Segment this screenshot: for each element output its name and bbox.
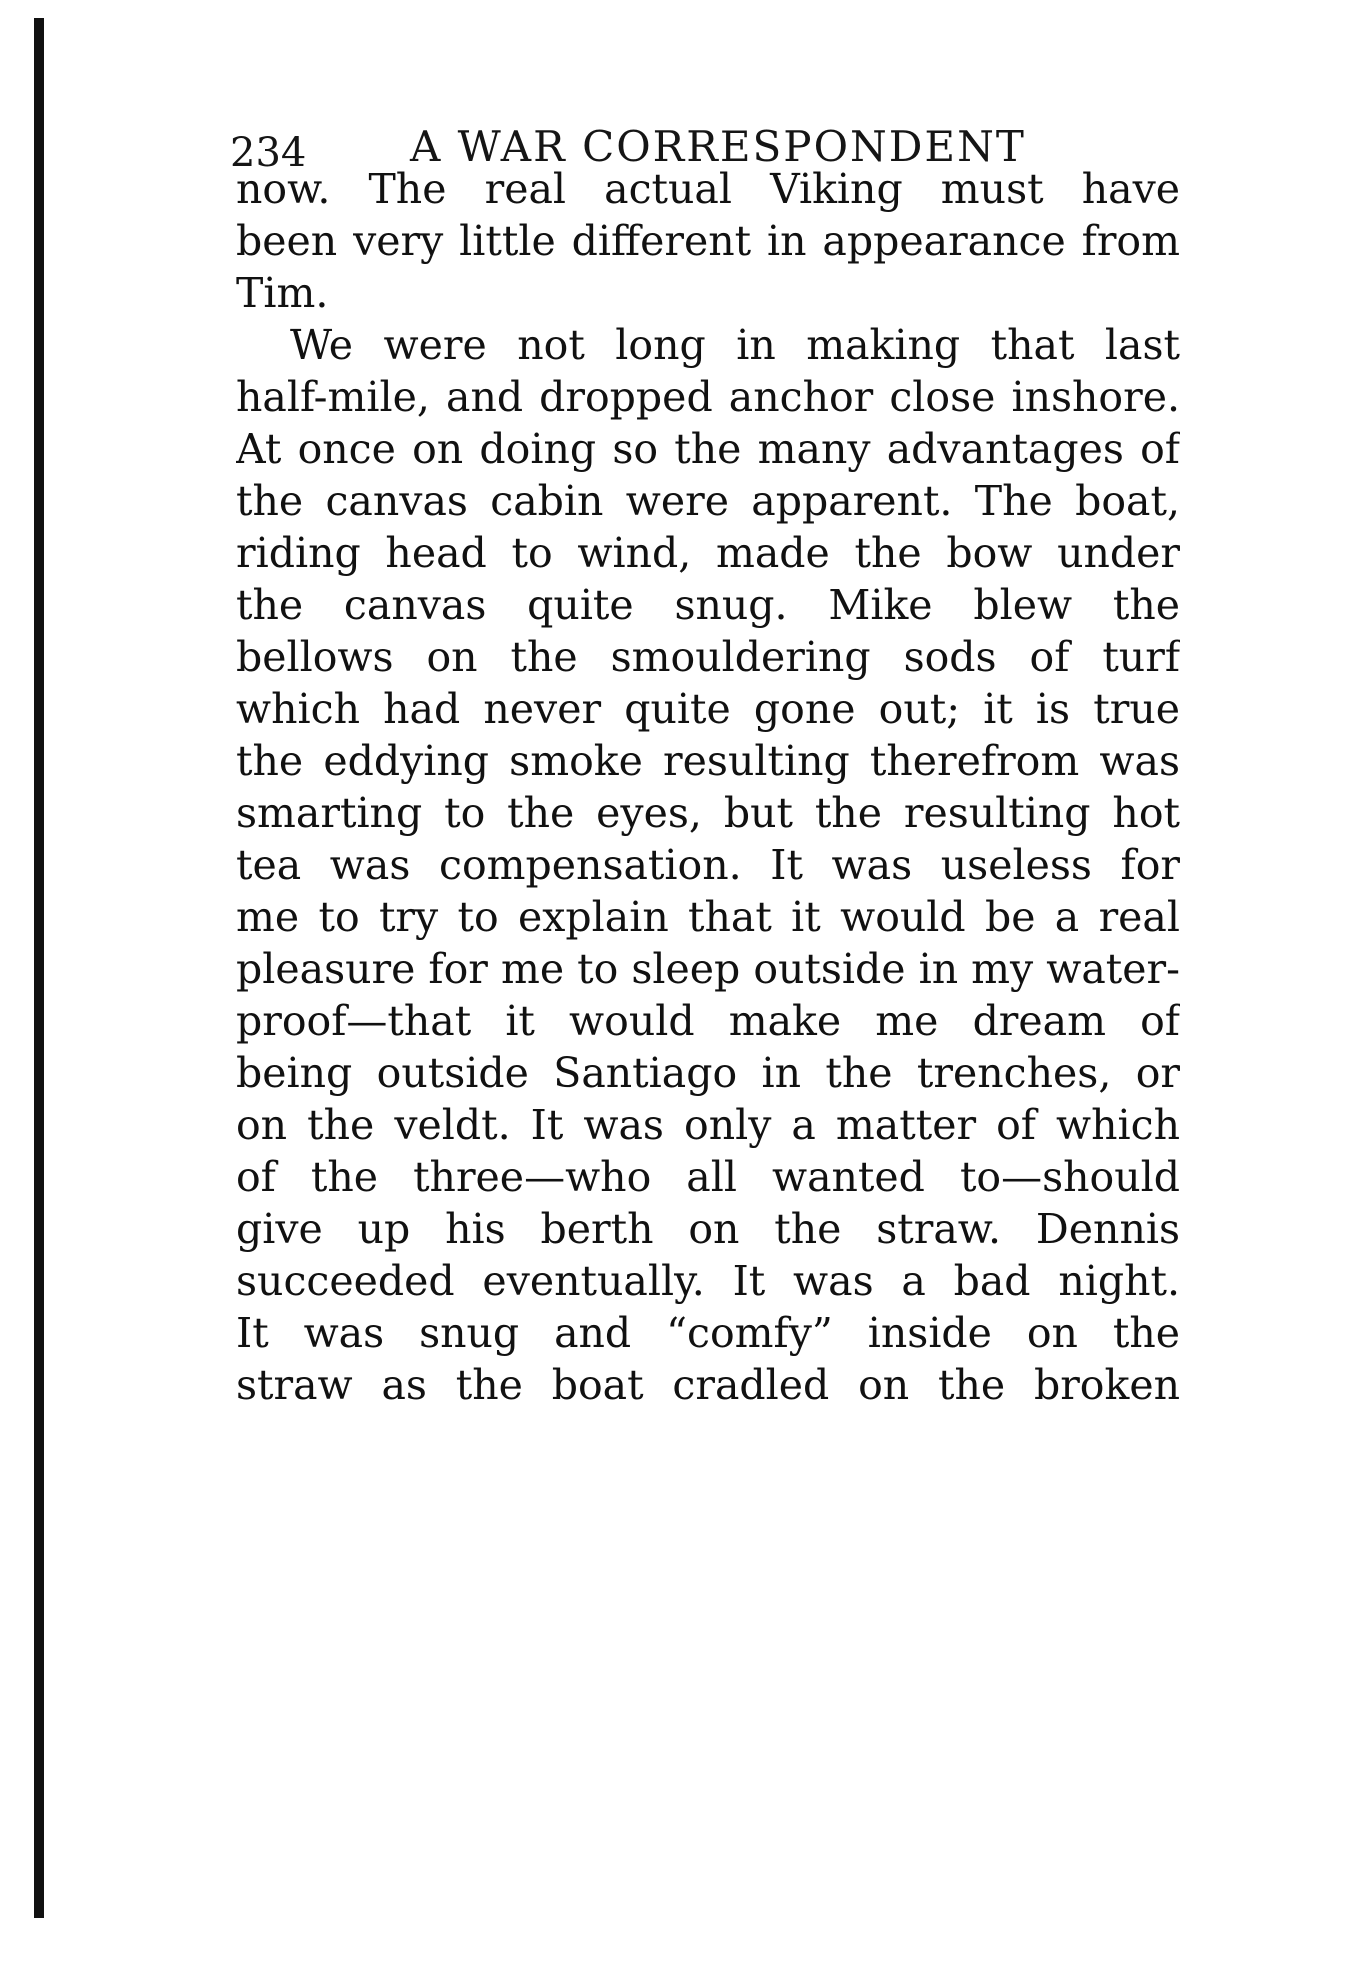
text-line: on the veldt. It was only a matter of which	[236, 1101, 1180, 1149]
page-number: 234	[230, 130, 307, 176]
text-line: succeeded eventually. It was a bad night.	[236, 1257, 1180, 1305]
text-line: Tim.	[236, 269, 329, 317]
text-line: been very little different in appearance from	[236, 217, 1180, 265]
text-line: me to try to explain that it would be a real	[236, 893, 1180, 941]
text-line: straw as the boat cradled on the broken	[236, 1361, 1180, 1409]
text-line: give up his berth on the straw. Dennis	[236, 1205, 1180, 1253]
text-line: pleasure for me to sleep outside in my water-	[236, 945, 1180, 993]
text-line: proof—that it would make me dream of	[236, 997, 1180, 1045]
text-line: tea was compensation. It was useless for	[236, 841, 1180, 889]
text-line: It was snug and “comfy” inside on the	[236, 1309, 1180, 1357]
text-line: smarting to the eyes, but the resulting hot	[236, 789, 1180, 837]
text-line: bellows on the smouldering sods of turf	[236, 633, 1180, 681]
text-line: riding head to wind, made the bow under	[236, 529, 1180, 577]
text-line: which had never quite gone out; it is true	[236, 685, 1180, 733]
text-line: the canvas quite snug. Mike blew the	[236, 581, 1180, 629]
running-title: A WAR CORRESPONDENT	[410, 122, 1026, 171]
text-line: the eddying smoke resulting therefrom was	[236, 737, 1180, 785]
text-line: of the three—who all wanted to—should	[236, 1153, 1180, 1201]
text-line: being outside Santiago in the trenches, or	[236, 1049, 1180, 1097]
text-line: half-mile, and dropped anchor close inshore.	[236, 373, 1180, 421]
text-line: the canvas cabin were apparent. The boat,	[236, 477, 1180, 525]
paragraph-first-line: We were not long in making that last	[290, 321, 1180, 369]
text-line: now. The real actual Viking must have	[236, 165, 1180, 213]
text-line: At once on doing so the many advantages of	[236, 425, 1180, 473]
